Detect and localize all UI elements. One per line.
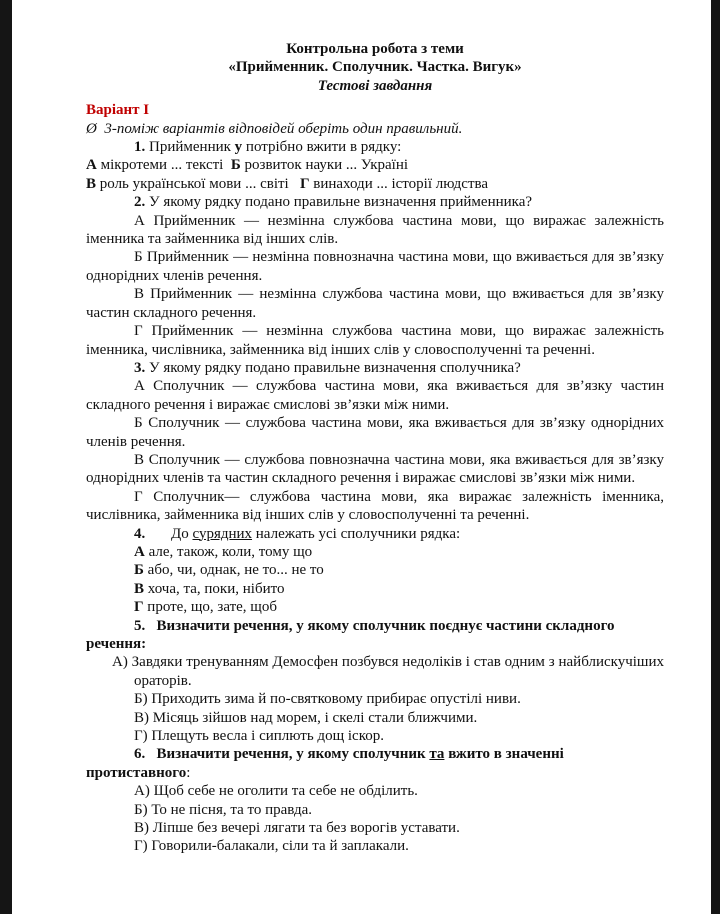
q2-option-b: Б Прийменник — незмінна повнозначна частина мови, що вживається для зв’язку однорідних членів речення. [86, 249, 664, 284]
q5-text-line-2: речення: [86, 636, 147, 652]
q1-b-text: розвиток науки ... Україні [244, 157, 409, 174]
question-6-line-2 [86, 764, 664, 782]
q1-a-text: мікротеми ... тексті [100, 157, 224, 174]
q1-options-row-1 [86, 156, 664, 174]
question-2 [86, 193, 664, 211]
q3-option-b: Б Сполучник — службова частина мови, яка вживається для зв’язку однорідних членів речення. [86, 415, 664, 450]
q3-option-a: А Сполучник — службова частина мови, яка вживається для зв’язку частин складного речення і виражає смислові зв’язки між ними. [86, 378, 664, 413]
q2-option-a: А Прийменник — незмінна службова частина мови, що виражає залежність іменника та займенника від інших слів. [86, 212, 664, 248]
title-line-1: Контрольна робота з теми [286, 41, 464, 57]
q1-d-letter: Г [299, 175, 310, 192]
q5-number: 5. [134, 617, 146, 634]
q4-d-letter: Г [134, 599, 144, 616]
q3-text: У якому рядку подано правильне визначення сполучника? [149, 359, 521, 376]
q2-text: У якому рядку подано правильне визначення прийменника? [149, 194, 533, 211]
q4-a-text: але, також, коли, тому що [148, 543, 313, 560]
question-4 [86, 525, 664, 543]
q4-text-post: належать усі сполучники рядка: [255, 525, 461, 542]
q6-option-a: А) Щоб себе не оголити та себе не обділить. [134, 783, 418, 800]
title-line-2: «Прийменник. Сполучник. Частка. Вигук» [228, 59, 522, 76]
q6-option-c: В) Ліпше без вечері лягати та без ворогів уставати. [134, 820, 460, 837]
q6-option-b: Б) То не пісня, та то правда. [134, 801, 313, 818]
question-3 [86, 359, 664, 377]
q5-option-d: Г) Плещуть весла і сиплють дощ іскор. [134, 728, 384, 745]
q2-number: 2. [134, 194, 146, 211]
q4-option-a [86, 543, 664, 561]
q4-a-letter: А [134, 543, 145, 560]
q5-option-a: А) Завдяки тренуванням Демосфен позбувся недоліків і став одним з найблискучіших ораторів. [112, 654, 664, 689]
q5-option-b: Б) Приходить зима й по-святковому прибирає опустілі ниви. [134, 691, 521, 708]
q6-colon: : [186, 764, 191, 781]
q1-number: 1. [134, 139, 146, 156]
variant-label: Варіант І [86, 102, 150, 119]
q2-option-d: Г Прийменник — незмінна службова частина мови, що виражає залежність іменника, числівника, займенника від інших слів у словосполученні та реченні. [86, 323, 664, 358]
q4-b-letter: Б [134, 562, 144, 579]
q6-text-pre: Визначити речення, у якому сполучник [156, 746, 426, 763]
q1-c-letter: В [86, 175, 97, 192]
q6-text-line-2: протиставного [86, 764, 187, 781]
instruction [86, 120, 664, 138]
question-5-line-2 [86, 635, 664, 653]
q4-option-c [86, 580, 664, 598]
q4-b-text: або, чи, однак, не то... не то [147, 562, 324, 579]
q1-a-letter: А [86, 157, 97, 174]
q1-options-row-2 [86, 175, 664, 193]
q4-option-d [86, 598, 664, 616]
instruction-symbol: Ø [86, 120, 97, 137]
title-line-3: Тестові завдання [317, 77, 433, 94]
q2-option-c: В Прийменник — незмінна службова частина мови, що вживається для зв’язку частин складного речення. [86, 286, 664, 321]
q6-option-d: Г) Говорили-балакали, сіли та й заплакали. [134, 838, 409, 855]
question-5 [86, 617, 664, 635]
instruction-text: 3-поміж варіантів відповідей оберіть один правильний. [104, 120, 463, 137]
q4-c-letter: В [134, 580, 145, 597]
q4-underlined-word: сурядних [192, 525, 253, 542]
q1-d-text: винаходи ... історії людства [313, 175, 489, 192]
question-1 [86, 138, 664, 156]
q1-text-post: потрібно вжити в рядку: [245, 139, 402, 156]
q1-c-text: роль української мови ... світі [99, 175, 289, 192]
q4-number: 4. [134, 525, 146, 542]
q1-word: у [234, 139, 243, 156]
q3-number: 3. [134, 359, 146, 376]
q1-text-pre: Прийменник [149, 139, 231, 156]
q4-c-text: хоча, та, поки, нібито [147, 580, 285, 597]
q4-text-pre: До [171, 525, 189, 542]
q6-underlined-word: та [429, 746, 445, 763]
document-page [12, 0, 711, 914]
q6-number: 6. [134, 746, 146, 763]
document-content [86, 40, 664, 856]
q6-text-post: вжито в значенні [448, 746, 564, 763]
q5-option-c: В) Місяць зійшов над морем, і скелі стали ближчими. [134, 709, 478, 726]
question-6 [86, 745, 664, 763]
q3-option-d: Г Сполучник— службова частина мови, яка виражає залежність іменника, числівника, займенника від інших слів у словосполученні та реченні. [86, 488, 664, 524]
q1-b-letter: Б [230, 157, 241, 174]
q4-option-b [86, 561, 664, 579]
q4-d-text: проте, що, зате, щоб [147, 599, 277, 616]
q5-text-line-1: Визначити речення, у якому сполучник поєднує частини складного [156, 617, 615, 634]
q3-option-c: В Сполучник — службова повнозначна частина мови, яка вживається для зв’язку однорідних членів та частин складного речення і виражає смислові зв’язки між ними. [86, 451, 664, 487]
